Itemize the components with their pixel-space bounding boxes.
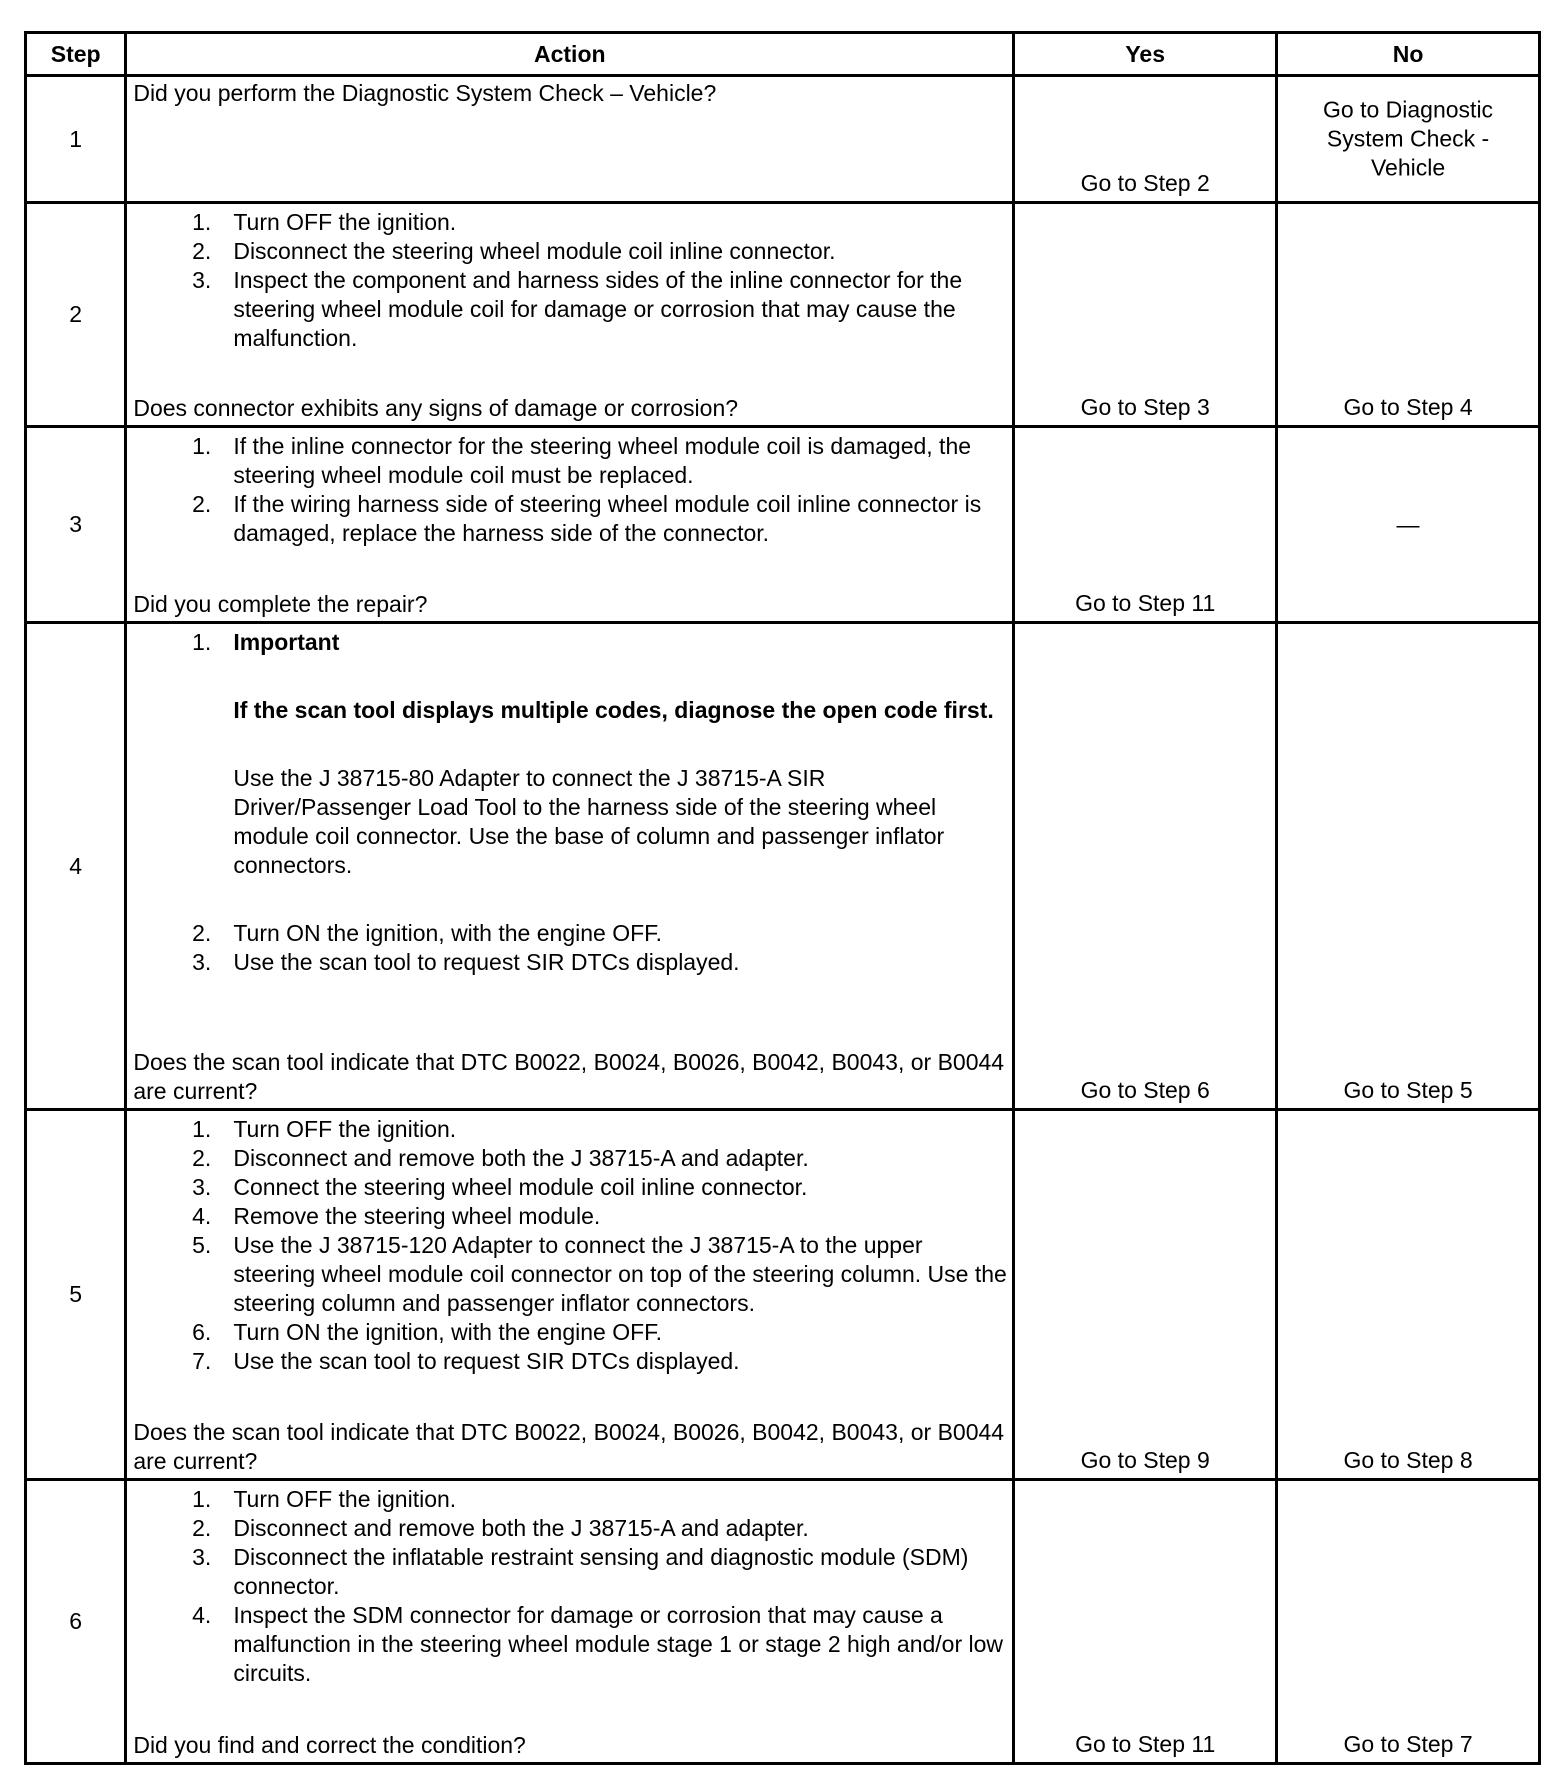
no-cell [1277, 1110, 1540, 1480]
yes-cell [1014, 427, 1277, 623]
question-text: Did you complete the repair? [133, 591, 428, 617]
yes-text: Go to Step 6 [1080, 1077, 1210, 1103]
important-note: If the scan tool displays multiple codes, diagnose the open code first. [233, 697, 994, 723]
action-cell [126, 1110, 1014, 1480]
header-yes: Yes [1014, 33, 1277, 76]
procedure-list [133, 628, 1008, 977]
procedure-list [133, 432, 1008, 548]
yes-text: Go to Step 3 [1080, 394, 1210, 420]
list-item: 1. Turn OFF the ignition. [192, 1116, 457, 1142]
no-text: — [1396, 511, 1420, 537]
yes-cell [1014, 76, 1277, 203]
list-item: 1. Turn OFF the ignition. [192, 1486, 457, 1512]
yes-cell [1014, 1110, 1277, 1480]
no-text: Go to Step 7 [1343, 1731, 1473, 1757]
no-cell [1277, 76, 1540, 203]
table-row [26, 1480, 1540, 1764]
step-number: 3 [26, 427, 126, 623]
list-item: 5. Use the J 38715-120 Adapter to connect the J 38715-A to the upper steering wheel module coil connector on top of the steering column. Use the steering column and passenger inflator connectors. [192, 1232, 1007, 1316]
yes-text: Go to Step 9 [1080, 1447, 1210, 1473]
step-number: 6 [26, 1480, 126, 1764]
action-cell [126, 427, 1014, 623]
step-number: 5 [26, 1110, 126, 1480]
no-cell [1277, 203, 1540, 427]
no-cell [1277, 623, 1540, 1110]
header-step: Step [26, 33, 126, 76]
list-item: 3. Use the scan tool to request SIR DTCs displayed. [192, 949, 740, 975]
list-item: 3. Connect the steering wheel module coil inline connector. [192, 1174, 808, 1200]
question-text: Does the scan tool indicate that DTC B0022, B0024, B0026, B0042, B0043, or B0044 are current? [133, 1049, 1005, 1104]
list-item: 4. Remove the steering wheel module. [192, 1203, 601, 1229]
no-cell [1277, 427, 1540, 623]
list-item: 2. If the wiring harness side of steering wheel module coil inline connector is damaged, replace the harness side of the connector. [192, 491, 982, 546]
question-text: Did you perform the Diagnostic System Check – Vehicle? [133, 80, 717, 106]
list-item: 3. Inspect the component and harness sides of the inline connector for the steering wheel module coil for damage or corrosion that may cause the malfunction. [192, 267, 963, 351]
procedure-list [133, 1115, 1008, 1376]
action-cell [126, 203, 1014, 427]
list-item: 2. Disconnect and remove both the J 38715-A and adapter. [192, 1515, 809, 1541]
no-text: Go to Step 8 [1343, 1447, 1473, 1473]
question-text: Does the scan tool indicate that DTC B0022, B0024, B0026, B0042, B0043, or B0044 are current? [133, 1419, 1005, 1474]
important-heading: Important [233, 629, 340, 655]
question-text: Does connector exhibits any signs of damage or corrosion? [133, 395, 739, 421]
list-item: 3. Disconnect the inflatable restraint sensing and diagnostic module (SDM) connector. [192, 1544, 969, 1599]
no-cell [1277, 1480, 1540, 1764]
list-item: 1. If the inline connector for the steering wheel module coil is damaged, the steering wheel module coil must be replaced. [192, 433, 972, 488]
step-number: 4 [26, 623, 126, 1110]
yes-cell [1014, 203, 1277, 427]
no-text: Go to Step 4 [1343, 394, 1473, 420]
list-item: 4. Inspect the SDM connector for damage or corrosion that may cause a malfunction in the steering wheel module stage 1 or stage 2 high and/or low circuits. [192, 1602, 1004, 1686]
list-item: 2. Turn ON the ignition, with the engine OFF. [192, 920, 663, 946]
no-text: Go to Diagnostic System Check - Vehicle [1323, 96, 1494, 181]
table-row [26, 203, 1540, 427]
table-row [26, 623, 1540, 1110]
action-cell [126, 623, 1014, 1110]
header-no: No [1277, 33, 1540, 76]
yes-text: Go to Step 11 [1075, 1731, 1216, 1757]
step-number: 2 [26, 203, 126, 427]
header-row [26, 33, 1540, 76]
table-row [26, 1110, 1540, 1480]
no-text: Go to Step 5 [1343, 1077, 1473, 1103]
header-action: Action [126, 33, 1014, 76]
action-cell [126, 1480, 1014, 1764]
item-text: Use the J 38715-80 Adapter to connect the J 38715-A SIR Driver/Passenger Load Tool to the harness side of the steering wheel module coil connector. Use the base of column and passenger inflator connectors. [233, 765, 945, 878]
list-item: 7. Use the scan tool to request SIR DTCs displayed. [192, 1348, 740, 1374]
procedure-list [133, 208, 1008, 353]
yes-cell [1014, 623, 1277, 1110]
table-row [26, 427, 1540, 623]
yes-cell [1014, 1480, 1277, 1764]
table-row [26, 76, 1540, 203]
list-item: 2. Disconnect and remove both the J 38715-A and adapter. [192, 1145, 809, 1171]
step-number: 1 [26, 76, 126, 203]
list-item: 6. Turn ON the ignition, with the engine OFF. [192, 1319, 663, 1345]
yes-text: Go to Step 2 [1080, 170, 1210, 196]
diagnostic-table [24, 31, 1541, 1765]
yes-text: Go to Step 11 [1075, 590, 1216, 616]
list-item: 1. Important If the scan tool displays multiple codes, diagnose the open code first. Use the J 38715-80 Adapter to connect the J 38715-A SIR Driver/Passenger Load Tool to the harness side of the steering wheel module coil connector. Use the base of column and passenger inflator connectors. [133, 628, 1008, 880]
list-item: 2. Disconnect the steering wheel module coil inline connector. [192, 238, 836, 264]
action-cell [126, 76, 1014, 203]
list-item: 1. Turn OFF the ignition. [192, 209, 457, 235]
procedure-list [133, 1485, 1008, 1688]
question-text: Did you find and correct the condition? [133, 1732, 526, 1758]
